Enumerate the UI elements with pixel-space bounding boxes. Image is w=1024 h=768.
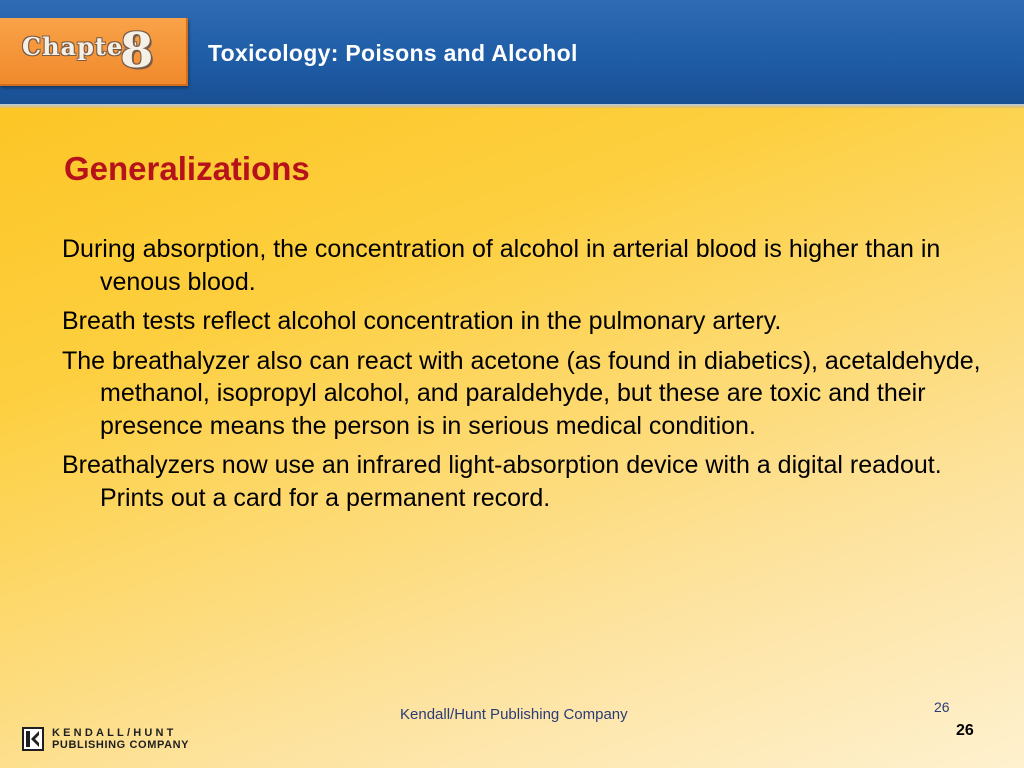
chapter-number: 8 <box>120 23 154 79</box>
logo-text-line2: PUBLISHING COMPANY <box>52 739 190 751</box>
kendall-hunt-logo-icon <box>22 727 44 751</box>
chapter-word: Chapter <box>22 32 137 61</box>
bullet-item: Breathalyzers now use an infrared light-absorption device with a digital readout. Prints out a card for a permanent record. <box>62 451 942 512</box>
footer-company: Kendall/Hunt Publishing Company <box>400 706 628 723</box>
bullet-list <box>62 233 1002 521</box>
slide-number: 26 <box>956 722 974 739</box>
publisher-logo <box>22 727 192 755</box>
header-divider <box>0 104 1024 108</box>
chapter-badge <box>0 18 188 86</box>
footer-page-number: 26 <box>934 699 950 715</box>
bullet-item: Breath tests reflect alcohol concentration in the pulmonary artery. <box>62 307 782 335</box>
bullet-item: The breathalyzer also can react with acetone (as found in diabetics), acetaldehyde, methanol, isopropyl alcohol, and paraldehyde, but these are toxic and their presence means the person is in serious medical condition. <box>62 346 981 440</box>
slide-heading: Generalizations <box>64 150 310 187</box>
chapter-title: Toxicology: Poisons and Alcohol <box>208 40 578 66</box>
logo-text-line1: KENDALL/HUNT <box>52 727 177 739</box>
bullet-item: During absorption, the concentration of alcohol in arterial blood is higher than in venous blood. <box>62 235 941 296</box>
